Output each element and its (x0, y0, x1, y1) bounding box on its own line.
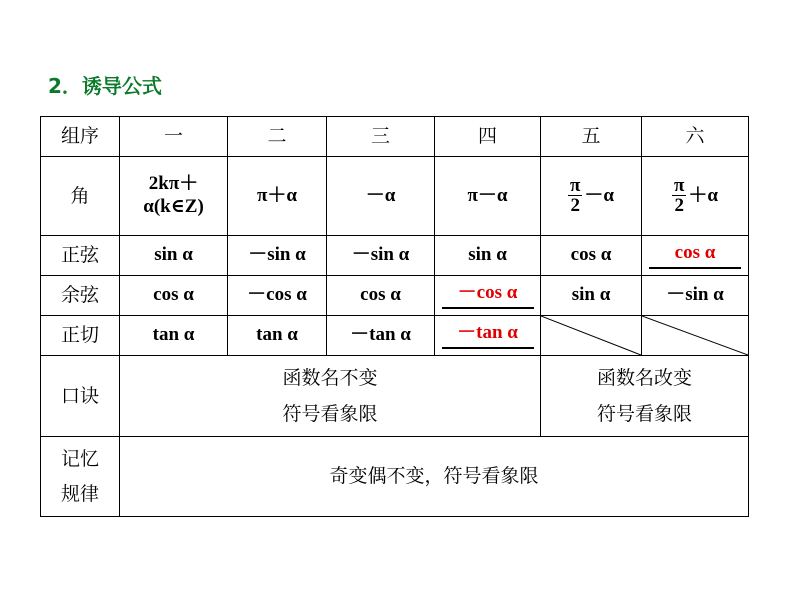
sine-answer-6: cos α (649, 242, 741, 269)
diagonal-line (642, 316, 748, 355)
tangent-cell-5-empty (541, 316, 642, 356)
memory-label-line2: 规律 (60, 482, 99, 505)
angle-1-line1: 2kπ＋ (148, 173, 199, 195)
mnemonic-label: 口诀 (41, 356, 120, 437)
section-title: 2．诱导公式 (48, 74, 162, 98)
angle-6-numerator: π (673, 174, 685, 196)
mnemonic-right-line2: 符号看象限 (596, 403, 692, 425)
sine-cell-2: －sin α (228, 236, 327, 276)
sine-cell-4: sin α (435, 236, 541, 276)
table-row-tangent (41, 316, 749, 356)
mnemonic-left (120, 356, 541, 437)
sine-label: 正弦 (41, 236, 120, 276)
cosine-cell-3: cos α (327, 276, 435, 316)
cosine-cell-4 (435, 276, 541, 316)
mnemonic-right-line1: 函数名改变 (596, 366, 692, 389)
header-col-2: 二 (228, 117, 327, 157)
tangent-cell-1: tan α (120, 316, 228, 356)
angle-5-fraction (568, 176, 582, 217)
table-row-header (41, 117, 749, 157)
angle-1-line2: α(k∈Z) (143, 196, 204, 217)
table-row-cosine (41, 276, 749, 316)
tangent-cell-4 (435, 316, 541, 356)
mnemonic-left-line2: 符号看象限 (282, 403, 378, 425)
memory-label-line1: 记忆 (60, 448, 99, 471)
tangent-cell-3: －tan α (327, 316, 435, 356)
sine-cell-6 (642, 236, 749, 276)
angle-cell-6 (642, 157, 749, 236)
angle-cell-2: π＋α (228, 157, 327, 236)
angle-cell-1 (120, 157, 228, 236)
angle-cell-4: π－α (435, 157, 541, 236)
cosine-cell-2: －cos α (228, 276, 327, 316)
tangent-answer-4: －tan α (442, 322, 534, 349)
cosine-label: 余弦 (41, 276, 120, 316)
angle-5-denominator: 2 (570, 194, 580, 216)
cosine-cell-5: sin α (541, 276, 642, 316)
mnemonic-right (541, 356, 749, 437)
cosine-cell-6: －sin α (642, 276, 749, 316)
angle-cell-5 (541, 157, 642, 236)
tangent-cell-2: tan α (228, 316, 327, 356)
table-row-memory (41, 437, 749, 517)
angle-cell-3: －α (327, 157, 435, 236)
mnemonic-left-line1: 函数名不变 (282, 366, 378, 389)
angle-6-rest: ＋α (688, 184, 719, 206)
angle-label: 角 (41, 157, 120, 236)
table-row-mnemonic (41, 356, 749, 437)
cosine-cell-1: cos α (120, 276, 228, 316)
tangent-label: 正切 (41, 316, 120, 356)
table-row-angle (41, 157, 749, 236)
angle-6-fraction (672, 176, 686, 217)
cosine-answer-4: －cos α (442, 282, 534, 309)
induction-formula-table (40, 116, 749, 517)
angle-6-denominator: 2 (674, 194, 684, 216)
memory-rule: 奇变偶不变，符号看象限 (120, 437, 749, 517)
header-col-6: 六 (642, 117, 749, 157)
sine-cell-5: cos α (541, 236, 642, 276)
memory-label (41, 437, 120, 517)
header-col-5: 五 (541, 117, 642, 157)
header-col-4: 四 (435, 117, 541, 157)
diagonal-line (541, 316, 641, 355)
header-label: 组序 (41, 117, 120, 157)
sine-cell-1: sin α (120, 236, 228, 276)
tangent-cell-6-empty (642, 316, 749, 356)
header-col-1: 一 (120, 117, 228, 157)
angle-5-rest: －α (584, 184, 615, 206)
header-col-3: 三 (327, 117, 435, 157)
angle-5-numerator: π (569, 174, 581, 196)
table-row-sine (41, 236, 749, 276)
sine-cell-3: －sin α (327, 236, 435, 276)
